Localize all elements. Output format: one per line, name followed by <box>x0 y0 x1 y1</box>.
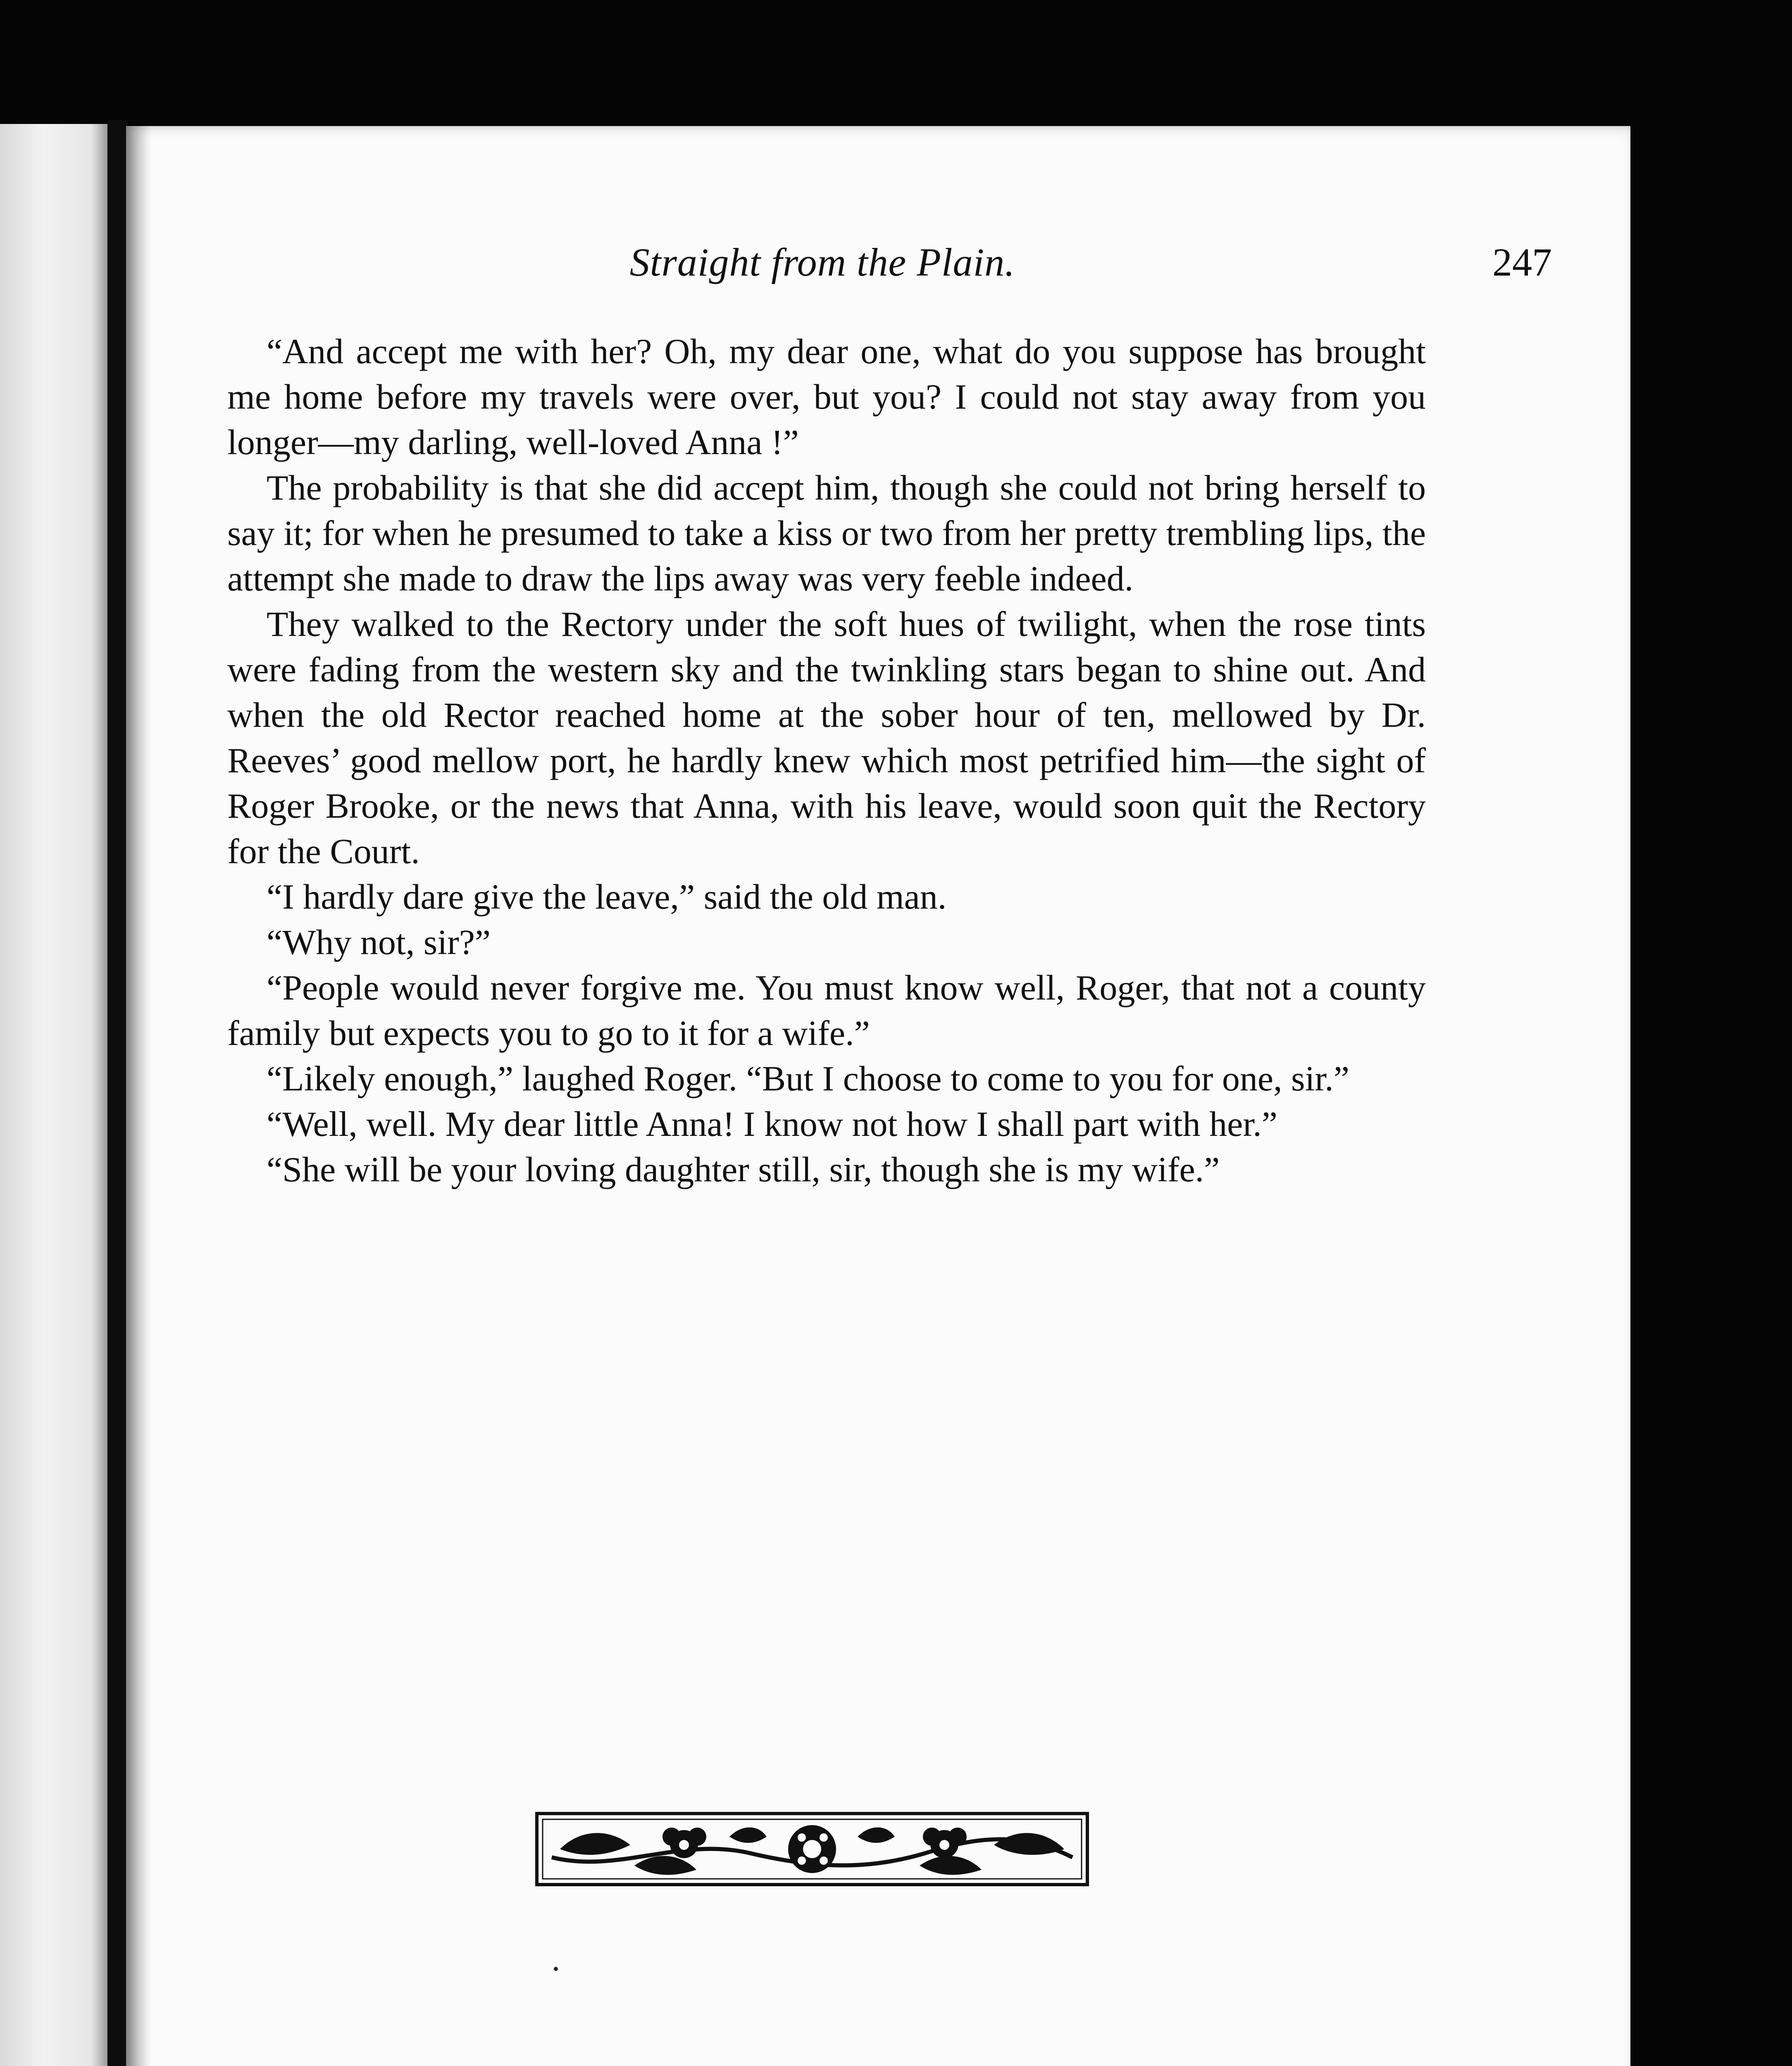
book-page <box>126 126 1630 2066</box>
running-title: Straight from the Plain. <box>629 240 1015 284</box>
paragraph: “Likely enough,” laughed Roger. “But I choose to come to you for one, sir.” <box>267 1059 1349 1098</box>
ink-speck <box>554 1967 558 1971</box>
paragraph: “I hardly dare give the leave,” said the old man. <box>267 877 947 916</box>
running-head <box>126 233 1630 291</box>
paragraph: “Why not, sir?” <box>267 922 491 962</box>
paragraph: “And accept me with her? Oh, my dear one, what do you suppose has brought me home before my travels were over, but you? I could not stay away from you longer—my darling, well-loved Anna !” <box>227 331 1426 462</box>
body-text <box>227 328 1426 1192</box>
page-number: 247 <box>1492 240 1552 284</box>
page-gutter-shadow <box>126 126 151 2066</box>
paragraph: “Well, well. My dear little Anna! I know not how I shall part with her.” <box>267 1104 1277 1144</box>
floral-vine-ornament-icon <box>535 1812 1089 1886</box>
paragraph: “She will be your loving daughter still, sir, though she is my wife.” <box>267 1150 1220 1189</box>
paragraph: The probability is that she did accept him, though she could not bring herself to say it; for when he presumed to take a kiss or two from her pretty trembling lips, the attempt she made to draw the lips away was very feeble indeed. <box>227 468 1426 598</box>
previous-page-edge <box>0 124 107 2066</box>
paragraph: They walked to the Rectory under the soft hues of twilight, when the rose tints were fading from the western sky and the twinkling stars began to shine out. And when the old Rector reached home at the sober hour of ten, mellowed by Dr. Reeves’ good mellow port, he hardly knew which most petrified him—the sight of Roger Brooke, or the news that Anna, with his leave, would soon quit the Rectory for the Court. <box>227 604 1426 871</box>
paragraph: “People would never forgive me. You must know well, Roger, that not a county family but expects you to go to it for a wife.” <box>227 968 1426 1053</box>
book-spine-gap <box>107 120 128 2066</box>
